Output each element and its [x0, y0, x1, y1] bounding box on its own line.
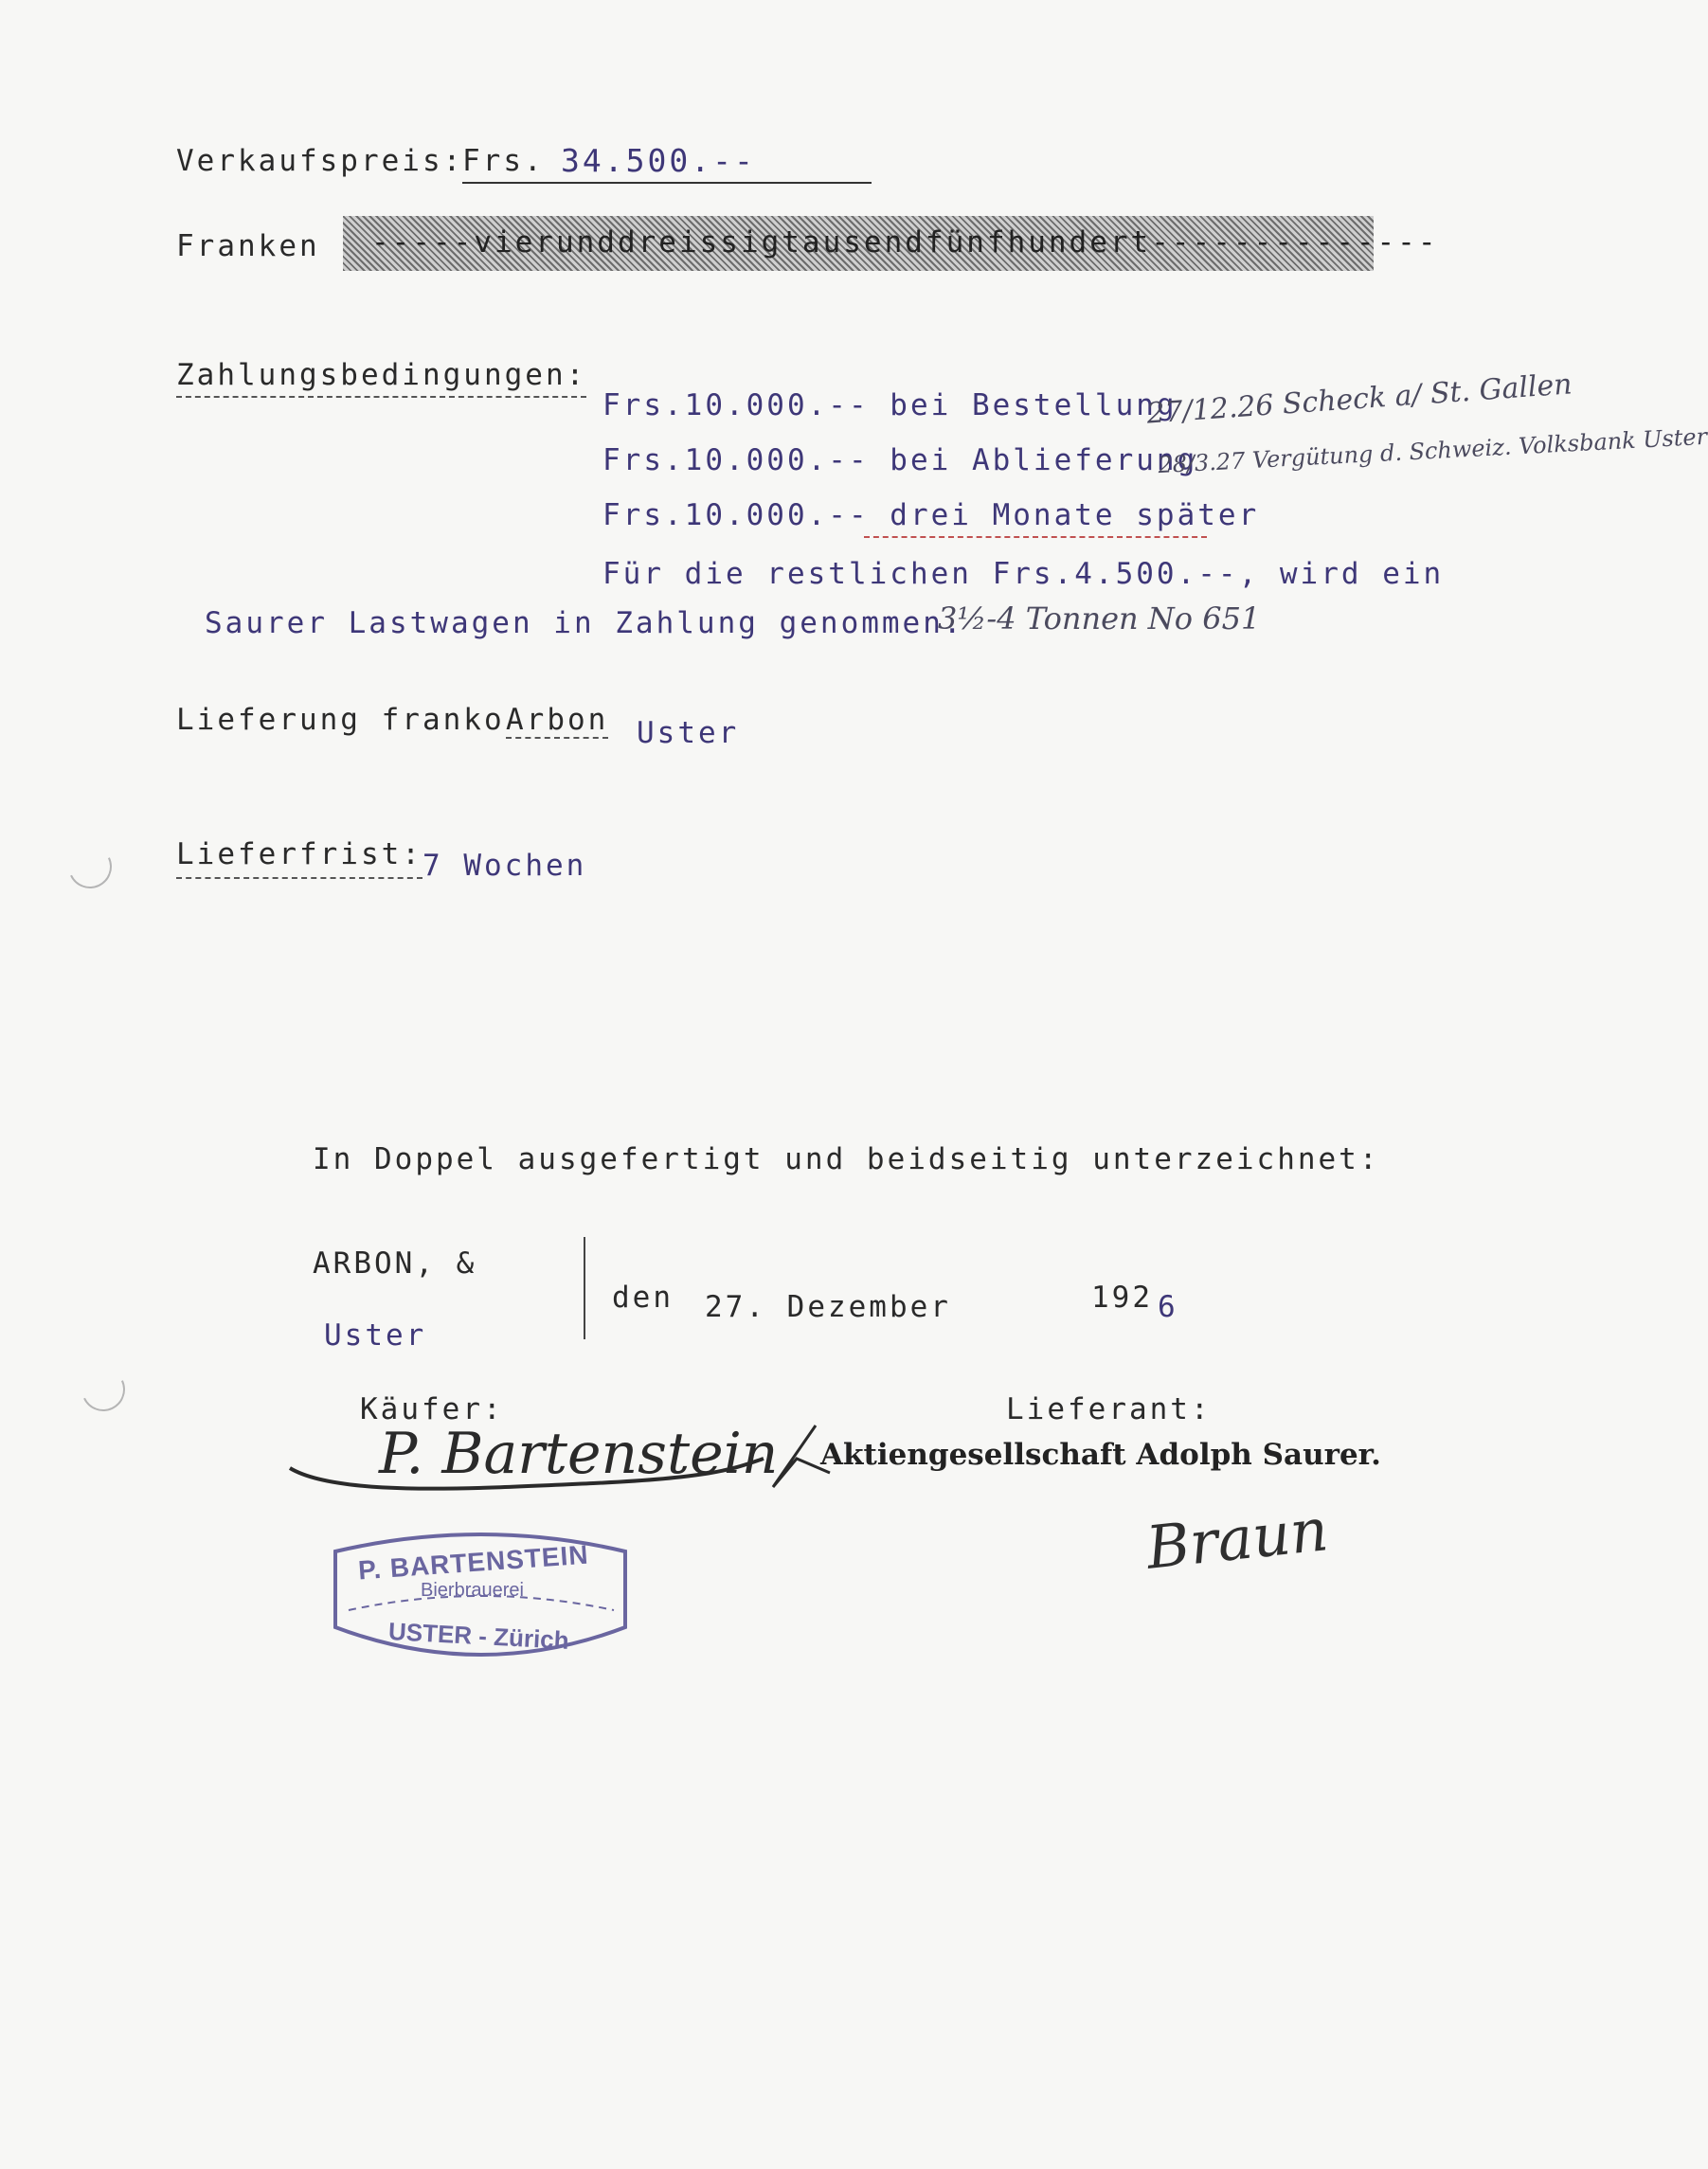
supplier-company: Aktiengesellschaft Adolph Saurer. — [820, 1438, 1381, 1472]
date-day-month: 27. Dezember — [705, 1290, 951, 1324]
company-stamp — [330, 1523, 631, 1675]
date-year: 192 — [1091, 1281, 1153, 1315]
stamp-line-1: P. BARTENSTEIN — [357, 1539, 590, 1586]
payment-note-2: 28/3.27 Vergütung d. Schweiz. Volksbank Uster — [1157, 422, 1708, 479]
franken-label: Franken — [176, 229, 320, 263]
deadline-value: 7 Wochen — [423, 849, 587, 883]
stamp-line-3: USTER - Zürich — [387, 1617, 570, 1655]
delivery-replacement: Uster — [637, 716, 740, 750]
price-amount: 34.500.-- — [561, 142, 756, 179]
date-prefix: den — [612, 1281, 674, 1315]
payment-rest-line-1: Für die restlichen Frs.4.500.--, wird ein — [602, 557, 1445, 591]
payment-label: Zahlungsbedingungen: — [176, 358, 586, 398]
buyer-signature: P. Bartenstein — [379, 1421, 779, 1487]
stamp-line-2: Bierbrauerei — [421, 1580, 524, 1601]
delivery-label: Lieferung franko — [176, 703, 505, 737]
duplicate-note: In Doppel ausgefertigt und beidseitig unterzeichnet: — [313, 1142, 1380, 1176]
delivery-crossed: Arbon — [506, 703, 609, 737]
supplier-signature: Braun — [1142, 1495, 1332, 1583]
payment-line-3-underline — [864, 536, 1207, 538]
price-underline — [462, 182, 872, 184]
payment-rest-line-2: Saurer Lastwagen in Zahlung genommen. — [205, 606, 964, 640]
punch-hole-bottom — [76, 1362, 132, 1418]
payment-line-1: Frs.10.000.-- bei Bestellung — [602, 388, 1178, 422]
payment-line-3: Frs.10.000.-- drei Monate später — [602, 498, 1260, 532]
price-label: Verkaufspreis: — [176, 144, 464, 178]
punch-hole-top — [63, 839, 118, 895]
price-currency: Frs. — [462, 144, 545, 178]
place-date-divider — [584, 1237, 585, 1339]
deadline-label: Lieferfrist: — [176, 837, 423, 879]
payment-line-2: Frs.10.000.-- bei Ablieferung — [602, 443, 1198, 477]
place-line-2: Uster — [324, 1318, 427, 1353]
payment-rest-note: 3½-4 Tonnen No 651 — [938, 601, 1261, 636]
supplier-label: Lieferant: — [1006, 1392, 1212, 1426]
buyer-signature-flourish — [280, 1430, 773, 1497]
date-year-digit: 6 — [1158, 1290, 1178, 1324]
buyer-label: Käufer: — [360, 1392, 504, 1426]
place-line-1: ARBON, & — [313, 1246, 477, 1281]
franken-words-field — [343, 216, 1439, 271]
payment-note-1: 27/12.26 Scheck a/ St. Gallen — [1145, 367, 1573, 431]
franken-words: -----vierunddreissigtausendfünfhundert-------------- — [371, 225, 1439, 260]
